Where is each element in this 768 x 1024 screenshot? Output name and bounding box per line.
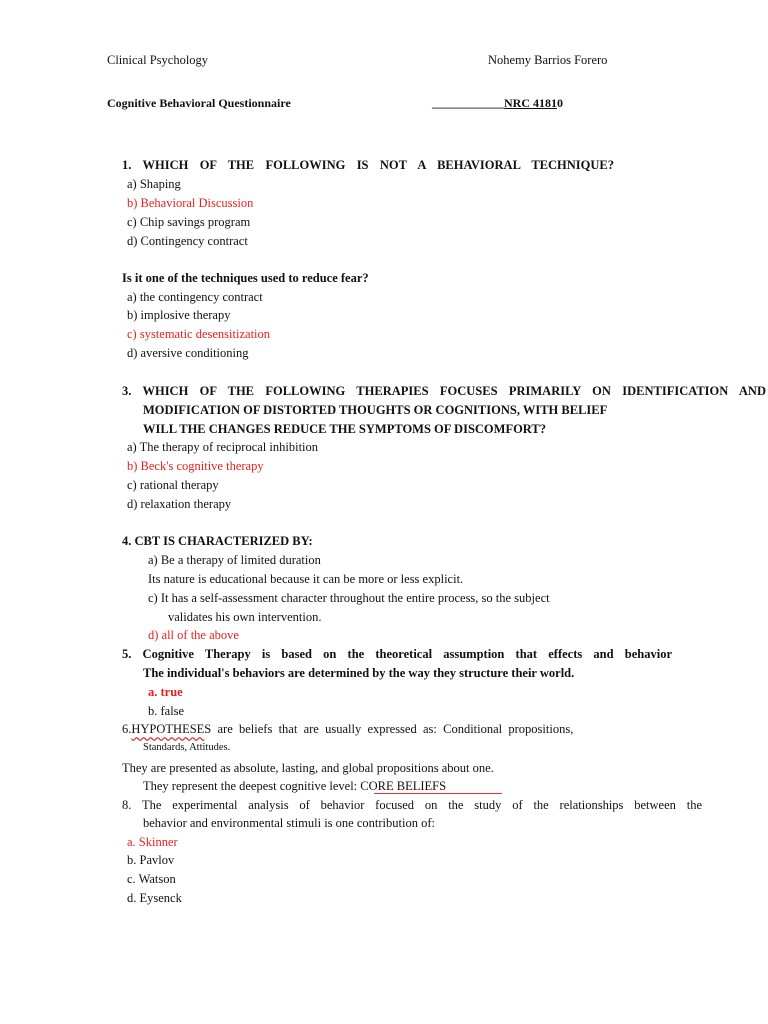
q3-option-d: d) relaxation therapy: [127, 497, 232, 511]
q2-option-a: a) the contingency contract: [127, 290, 263, 304]
q7-text: They represent the deepest cognitive level: CO: [143, 779, 378, 793]
q2-question: Is it one of the techniques used to reduce fear?: [122, 271, 369, 285]
q2-option-b: b) implosive therapy: [127, 308, 231, 322]
q1-option-c: c) Chip savings program: [127, 215, 251, 229]
q4-question: 4. CBT IS CHARACTERIZED BY:: [122, 534, 313, 548]
q6-number: 6.: [122, 722, 132, 736]
q3-question-line2: MODIFICATION OF DISTORTED THOUGHTS OR COGNITIONS, WITH BELIEF: [143, 403, 608, 417]
q5-option-a-answer: a. true: [148, 685, 183, 699]
q1-question: 1. WHICH OF THE FOLLOWING IS NOT A BEHAVIORAL TECHNIQUE?: [122, 158, 614, 172]
nrc-blank: ____________: [432, 96, 504, 110]
q6-keyword-tail: S: [204, 722, 212, 736]
q3-option-a: a) The therapy of reciprocal inhibition: [127, 440, 319, 454]
q7-line1: They are presented as absolute, lasting, and global propositions about one.: [122, 761, 494, 775]
nrc-number: NRC 4181: [504, 96, 557, 110]
q3-option-c: c) rational therapy: [127, 478, 219, 492]
q3-question-line1: 3. WHICH OF THE FOLLOWING THERAPIES FOCUSES PRIMARILY ON IDENTIFICATION AND: [122, 384, 766, 398]
nrc-tail: 0: [557, 96, 563, 110]
nrc-code: [432, 95, 563, 111]
course-name: Clinical Psychology: [107, 53, 209, 67]
q7-keyword: RE BELIEFS: [377, 779, 447, 793]
q6-line2: Standards, Attitudes.: [143, 742, 231, 753]
document-title: Cognitive Behavioral Questionnaire: [107, 96, 291, 110]
q1-option-b-answer: b) Behavioral Discussion: [127, 196, 254, 210]
q7-line2: [143, 778, 446, 794]
q8-option-b: b. Pavlov: [127, 853, 175, 867]
q2-option-d: d) aversive conditioning: [127, 346, 249, 360]
q8-question-line1: 8. The experimental analysis of behavior focused on the study of the relationships between the: [122, 798, 702, 812]
q3-question-line3: WILL THE CHANGES REDUCE THE SYMPTOMS OF DISCOMFORT?: [143, 422, 546, 436]
q4-option-c-line1: c) It has a self-assessment character throughout the entire process, so the subject: [148, 591, 550, 605]
q4-option-c-line2: validates his own intervention.: [168, 610, 322, 624]
q6-keyword: HYPOTHESE: [131, 722, 205, 736]
q5-option-b: b. false: [148, 704, 185, 718]
q4-option-b: Its nature is educational because it can be more or less explicit.: [148, 572, 464, 586]
q5-question-line2: The individual's behaviors are determined by the way they structure their world.: [143, 666, 575, 680]
q8-option-c: c. Watson: [127, 872, 176, 886]
q4-option-d-answer: d) all of the above: [148, 628, 239, 642]
red-underline: [374, 793, 502, 794]
q1-option-a: a) Shaping: [127, 177, 181, 191]
q3-option-b-answer: b) Beck's cognitive therapy: [127, 459, 264, 473]
q8-option-a-answer: a. Skinner: [127, 835, 178, 849]
q2-option-c-answer: c) systematic desensitization: [127, 327, 271, 341]
q5-question-line1: 5. Cognitive Therapy is based on the theoretical assumption that effects and behavior: [122, 647, 672, 661]
q1-option-d: d) Contingency contract: [127, 234, 248, 248]
q8-question-line2: behavior and environmental stimuli is one contribution of:: [143, 816, 435, 830]
q6-text: are beliefs that are usually expressed as: Conditional propositions,: [211, 722, 574, 736]
author-name: Nohemy Barrios Forero: [488, 53, 608, 67]
q8-option-d: d. Eysenck: [127, 891, 182, 905]
q6-line1: [122, 721, 573, 737]
q4-option-a: a) Be a therapy of limited duration: [148, 553, 321, 567]
